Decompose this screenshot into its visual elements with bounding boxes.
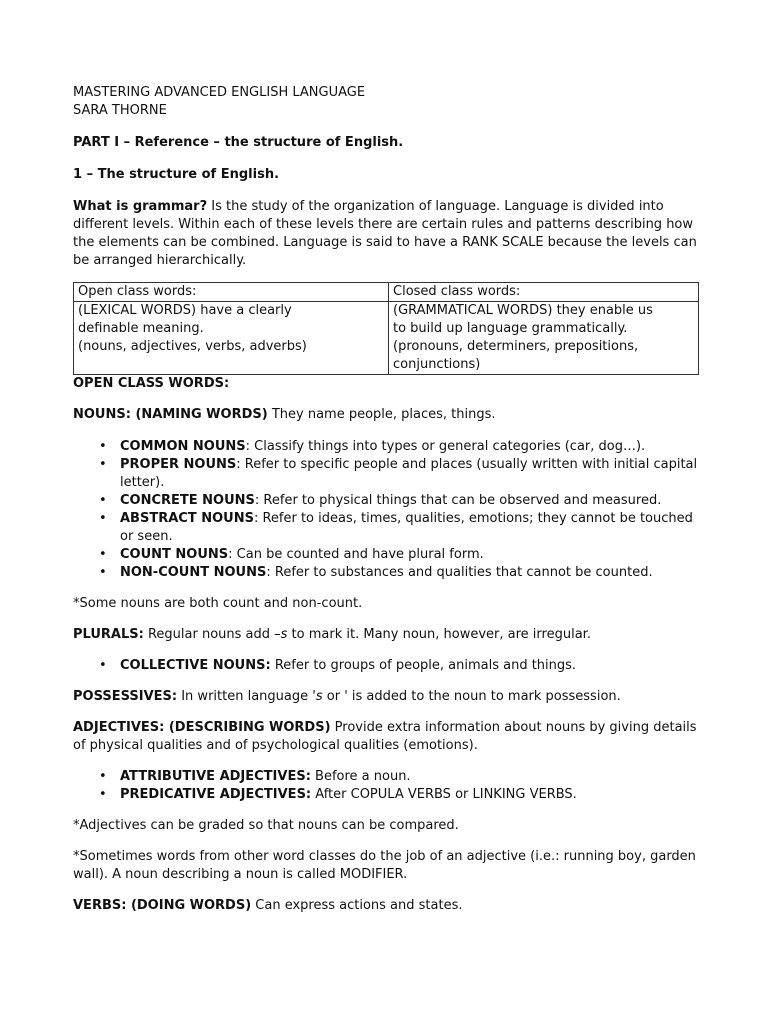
bullet-icon: •: [99, 658, 107, 673]
collective-list: [73, 657, 699, 675]
list-item: • CONCRETE NOUNS: Refer to physical things that can be observed and measured.: [99, 493, 662, 508]
plurals-paragraph: PLURALS: Regular nouns add –s to mark it. Many noun, however, are irregular.: [73, 627, 591, 642]
possessives-paragraph: POSSESSIVES: In written language 's or ' is added to the noun to mark possession.: [73, 689, 621, 704]
table-header-row: [74, 283, 699, 302]
grammar-intro-text: Is the study of the organization of language. Language is divided into different levels. Within each of these levels there are certain rules and patterns describing how the elements can be combined. Language is said to have a RANK SCALE because the levels can be arranged hierarchically.: [73, 199, 697, 268]
closed-class-cell: (GRAMMATICAL WORDS) they enable us to build up language grammatically. (pronouns, determiners, prepositions, conjunctions): [389, 302, 699, 375]
nouns-label: NOUNS: (NAMING WORDS): [73, 407, 268, 422]
list-item: • COLLECTIVE NOUNS: Refer to groups of people, animals and things.: [99, 658, 577, 673]
list-item: • NON-COUNT NOUNS: Refer to substances and qualities that cannot be counted.: [99, 565, 653, 580]
adjective-types-list: [73, 768, 699, 804]
closed-class-header: Closed class words:: [389, 283, 699, 302]
open-class-heading: OPEN CLASS WORDS:: [73, 376, 230, 391]
book-title: MASTERING ADVANCED ENGLISH LANGUAGE: [73, 85, 366, 100]
bullet-icon: •: [99, 457, 107, 472]
open-class-cell: (LEXICAL WORDS) have a clearly definable meaning. (nouns, adjectives, verbs, adverbs): [74, 302, 389, 375]
bullet-icon: •: [99, 511, 107, 526]
note-modifier: *Sometimes words from other word classes do the job of an adjective (i.e.: running boy, garden wall). A noun describing a noun is called MODIFIER.: [73, 849, 696, 882]
section-heading: 1 – The structure of English.: [73, 167, 280, 182]
grammar-intro-paragraph: [73, 198, 699, 270]
list-item: • COMMON NOUNS: Classify things into types or general categories (car, dog…).: [99, 439, 646, 454]
bullet-icon: •: [99, 769, 107, 784]
list-item: • PREDICATIVE ADJECTIVES: After COPULA VERBS or LINKING VERBS.: [99, 787, 577, 802]
list-item: • COUNT NOUNS: Can be counted and have plural form.: [99, 547, 484, 562]
bullet-icon: •: [99, 547, 107, 562]
adjectives-paragraph: ADJECTIVES: (DESCRIBING WORDS) Provide extra information about nouns by giving details of physical qualities and of psychological qualities (emotions).: [73, 720, 697, 753]
list-item: • ATTRIBUTIVE ADJECTIVES: Before a noun.: [99, 769, 411, 784]
open-class-header: Open class words:: [74, 283, 389, 302]
verbs-paragraph: VERBS: (DOING WORDS) Can express actions and states.: [73, 898, 463, 913]
list-item: • ABSTRACT NOUNS: Refer to ideas, times, qualities, emotions; they cannot be touched or seen.: [99, 511, 693, 544]
bullet-icon: •: [99, 493, 107, 508]
author-name: SARA THORNE: [73, 103, 167, 118]
noun-types-list: [73, 438, 699, 582]
note-count-noncount: *Some nouns are both count and non-count.: [73, 596, 363, 611]
word-class-table: [73, 282, 699, 375]
list-item: • PROPER NOUNS: Refer to specific people and places (usually written with initial capital letter).: [99, 457, 698, 490]
document-body: [73, 84, 699, 915]
bullet-icon: •: [99, 565, 107, 580]
table-row: [74, 302, 699, 375]
bullet-icon: •: [99, 439, 107, 454]
nouns-paragraph: NOUNS: (NAMING WORDS) They name people, places, things.: [73, 407, 496, 422]
grammar-intro-label: What is grammar?: [73, 199, 208, 214]
note-graded: *Adjectives can be graded so that nouns can be compared.: [73, 818, 459, 833]
bullet-icon: •: [99, 787, 107, 802]
part-heading: PART I – Reference – the structure of English.: [73, 135, 404, 150]
